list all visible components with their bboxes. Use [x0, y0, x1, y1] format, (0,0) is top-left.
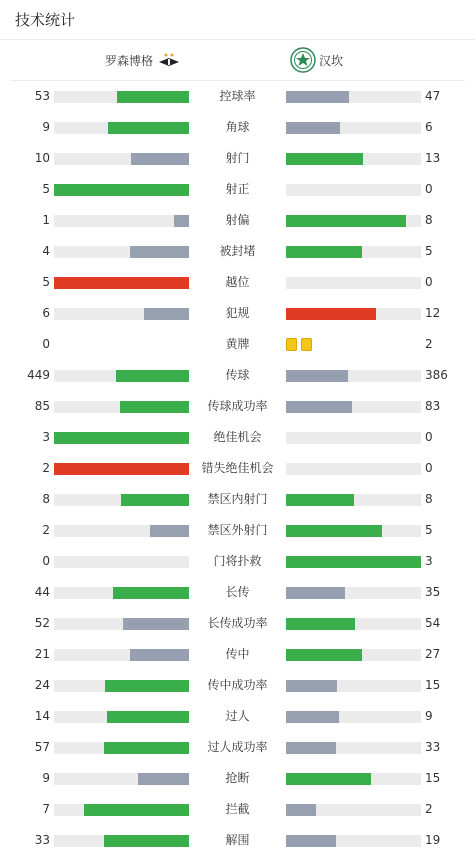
- stat-row: [0, 143, 475, 174]
- away-stat-value: 0: [425, 430, 433, 444]
- home-stat-bar-track: [54, 308, 189, 320]
- home-stat-bar-track: [54, 742, 189, 754]
- away-stat-value: 8: [425, 492, 433, 506]
- stat-row: [0, 329, 475, 360]
- away-stat-bar-track: [286, 153, 421, 165]
- away-stat-bar: [286, 494, 354, 506]
- stat-label: 传球: [225, 368, 250, 382]
- home-stat-value: 9: [42, 120, 50, 134]
- home-stat-bar-track: [54, 463, 189, 475]
- away-yellow-cards: [286, 338, 312, 351]
- stat-row: [0, 825, 475, 856]
- away-stat-bar: [286, 370, 348, 382]
- home-stat-bar-track: [54, 401, 189, 413]
- home-stat-bar: [144, 308, 189, 320]
- home-stat-bar: [54, 463, 189, 475]
- home-stat-bar-track: [54, 804, 189, 816]
- away-stat-value: 13: [425, 151, 441, 165]
- away-stat-bar: [286, 122, 340, 134]
- home-stat-value: 33: [34, 833, 50, 847]
- away-stat-bar-track: [286, 277, 421, 289]
- away-stat-bar-track: [286, 742, 421, 754]
- away-stat-bar-track: [286, 835, 421, 847]
- home-stat-bar: [131, 153, 189, 165]
- away-team[interactable]: [290, 40, 343, 80]
- away-stat-bar: [286, 91, 349, 103]
- home-stat-value: 5: [42, 275, 50, 289]
- away-stat-value: 386: [425, 368, 448, 382]
- home-stat-bar: [117, 91, 189, 103]
- home-stat-value: 10: [34, 151, 50, 165]
- home-stat-bar-track: [54, 556, 189, 568]
- stat-row: [0, 267, 475, 298]
- away-stat-bar-track: [286, 556, 421, 568]
- stat-row: [0, 484, 475, 515]
- away-stat-bar-track: [286, 680, 421, 692]
- stat-row: [0, 360, 475, 391]
- home-stat-bar: [121, 494, 189, 506]
- stats-list: [0, 81, 475, 856]
- away-stat-bar: [286, 835, 336, 847]
- away-stat-bar-track: [286, 618, 421, 630]
- away-stat-value: 35: [425, 585, 441, 599]
- away-stat-bar-track: [286, 711, 421, 723]
- stat-label: 禁区内射门: [207, 492, 268, 506]
- away-stat-bar-track: [286, 432, 421, 444]
- stat-row: [0, 670, 475, 701]
- home-stat-bar: [107, 711, 189, 723]
- stat-row: [0, 577, 475, 608]
- stat-row: [0, 453, 475, 484]
- away-stat-bar: [286, 246, 362, 258]
- stat-label: 过人成功率: [207, 740, 268, 754]
- stat-row: [0, 515, 475, 546]
- stat-row: [0, 236, 475, 267]
- stat-row: [0, 81, 475, 112]
- home-stat-value: 85: [34, 399, 50, 413]
- stat-label: 拦截: [225, 802, 250, 816]
- stat-label: 角球: [225, 120, 250, 134]
- home-stat-bar-track: [54, 246, 189, 258]
- away-stat-value: 54: [425, 616, 441, 630]
- away-stat-bar: [286, 711, 339, 723]
- home-stat-bar: [104, 835, 189, 847]
- stat-label: 过人: [225, 709, 250, 723]
- stat-label: 控球率: [219, 89, 256, 103]
- away-team-logo-icon: [290, 47, 316, 73]
- away-stat-bar: [286, 804, 316, 816]
- section-title: 技术统计: [0, 0, 475, 40]
- away-stat-value: 15: [425, 678, 441, 692]
- away-stat-bar-track: [286, 91, 421, 103]
- home-stat-bar: [123, 618, 189, 630]
- home-team-name: 罗森博格: [104, 53, 153, 68]
- away-stat-bar: [286, 401, 352, 413]
- stat-label: 长传成功率: [207, 616, 268, 630]
- home-stat-value: 21: [34, 647, 50, 661]
- home-stat-value: 1: [42, 213, 50, 227]
- home-stat-bar: [108, 122, 189, 134]
- home-stat-value: 24: [34, 678, 50, 692]
- away-stat-value: 9: [425, 709, 433, 723]
- yellow-card-icon: [301, 338, 312, 351]
- away-stat-bar-track: [286, 215, 421, 227]
- stat-row: [0, 608, 475, 639]
- away-stat-bar-track: [286, 587, 421, 599]
- stat-row: [0, 794, 475, 825]
- away-stat-bar-track: [286, 494, 421, 506]
- home-team[interactable]: [105, 40, 181, 80]
- away-stat-bar-track: [286, 370, 421, 382]
- home-stat-bar: [150, 525, 189, 537]
- away-stat-bar: [286, 308, 376, 320]
- stat-label: 射正: [225, 182, 250, 196]
- stat-row: [0, 391, 475, 422]
- home-stat-bar-track: [54, 711, 189, 723]
- away-stat-value: 8: [425, 213, 433, 227]
- away-stat-bar-track: [286, 804, 421, 816]
- home-team-logo-icon: [157, 52, 181, 68]
- away-stat-bar-track: [286, 246, 421, 258]
- home-stat-bar-track: [54, 494, 189, 506]
- home-stat-value: 449: [27, 368, 50, 382]
- home-stat-bar-track: [54, 215, 189, 227]
- home-stat-bar: [54, 184, 189, 196]
- stat-row: [0, 422, 475, 453]
- home-stat-bar: [174, 215, 189, 227]
- stat-label: 越位: [225, 275, 250, 289]
- home-stat-bar-track: [54, 649, 189, 661]
- away-stat-bar-track: [286, 308, 421, 320]
- away-stat-bar-track: [286, 401, 421, 413]
- home-stat-value: 5: [42, 182, 50, 196]
- home-stat-bar: [138, 773, 189, 785]
- stat-row: [0, 763, 475, 794]
- stat-row: [0, 732, 475, 763]
- stat-label: 犯规: [225, 306, 250, 320]
- stat-label: 射偏: [225, 213, 250, 227]
- home-stat-value: 0: [42, 554, 50, 568]
- stat-label: 错失绝佳机会: [201, 461, 274, 475]
- away-stat-value: 2: [425, 337, 433, 351]
- away-stat-value: 0: [425, 275, 433, 289]
- stat-row: [0, 298, 475, 329]
- stat-label: 禁区外射门: [207, 523, 268, 537]
- away-stat-bar: [286, 649, 362, 661]
- home-stat-bar-track: [54, 370, 189, 382]
- home-stat-value: 53: [34, 89, 50, 103]
- stat-row: [0, 112, 475, 143]
- home-stat-bar-track: [54, 432, 189, 444]
- home-stat-value: 7: [42, 802, 50, 816]
- home-stat-bar-track: [54, 835, 189, 847]
- away-stat-bar-track: [286, 773, 421, 785]
- stat-label: 绝佳机会: [213, 430, 262, 444]
- teams-header: [10, 40, 465, 81]
- away-stat-value: 15: [425, 771, 441, 785]
- away-stat-value: 6: [425, 120, 433, 134]
- stat-label: 传球成功率: [207, 399, 268, 413]
- home-stat-bar: [130, 246, 189, 258]
- home-stat-bar-track: [54, 184, 189, 196]
- home-stat-bar: [105, 680, 189, 692]
- away-stat-bar: [286, 587, 345, 599]
- home-stat-bar: [84, 804, 189, 816]
- home-stat-bar-track: [54, 525, 189, 537]
- home-stat-bar-track: [54, 587, 189, 599]
- stat-label: 抢断: [225, 771, 250, 785]
- away-stat-bar: [286, 618, 355, 630]
- stat-label: 射门: [225, 151, 250, 165]
- home-stat-value: 8: [42, 492, 50, 506]
- home-stat-value: 4: [42, 244, 50, 258]
- home-stat-value: 2: [42, 523, 50, 537]
- away-stat-value: 27: [425, 647, 441, 661]
- away-stat-value: 47: [425, 89, 441, 103]
- away-stat-bar: [286, 525, 382, 537]
- stat-label: 被封堵: [219, 244, 256, 258]
- home-stat-bar: [116, 370, 189, 382]
- away-stat-bar: [286, 680, 337, 692]
- away-stat-value: 0: [425, 182, 433, 196]
- away-stat-value: 19: [425, 833, 441, 847]
- away-stat-bar: [286, 742, 336, 754]
- home-stat-value: 44: [34, 585, 50, 599]
- away-stat-bar-track: [286, 525, 421, 537]
- away-stat-value: 3: [425, 554, 433, 568]
- away-stat-value: 33: [425, 740, 441, 754]
- away-stat-bar: [286, 556, 421, 568]
- home-stat-bar: [120, 401, 189, 413]
- stat-label: 黄牌: [225, 337, 250, 351]
- home-stat-bar-track: [54, 773, 189, 785]
- home-stat-bar: [54, 432, 189, 444]
- home-stat-bar-track: [54, 680, 189, 692]
- home-stat-value: 14: [34, 709, 50, 723]
- stat-row: [0, 205, 475, 236]
- away-stat-bar: [286, 773, 371, 785]
- home-stat-value: 6: [42, 306, 50, 320]
- away-stat-value: 2: [425, 802, 433, 816]
- stat-label: 解围: [225, 833, 250, 847]
- away-stat-bar-track: [286, 184, 421, 196]
- away-stat-bar: [286, 215, 406, 227]
- home-stat-bar: [54, 277, 189, 289]
- home-stat-bar-track: [54, 91, 189, 103]
- away-stat-value: 12: [425, 306, 441, 320]
- home-stat-bar: [130, 649, 189, 661]
- home-stat-value: 57: [34, 740, 50, 754]
- home-stat-bar-track: [54, 618, 189, 630]
- stat-label: 门将扑救: [213, 554, 262, 568]
- home-stat-value: 52: [34, 616, 50, 630]
- home-stat-value: 3: [42, 430, 50, 444]
- away-team-name: 汉坎: [319, 53, 344, 68]
- away-stat-value: 0: [425, 461, 433, 475]
- home-stat-value: 2: [42, 461, 50, 475]
- stat-row: [0, 701, 475, 732]
- away-stat-value: 5: [425, 244, 433, 258]
- away-stat-value: 5: [425, 523, 433, 537]
- stat-label: 传中: [225, 647, 250, 661]
- home-stat-bar-track: [54, 122, 189, 134]
- away-stat-bar: [286, 153, 363, 165]
- stat-label: 长传: [225, 585, 250, 599]
- home-stat-value: 9: [42, 771, 50, 785]
- stat-row: [0, 639, 475, 670]
- stat-row: [0, 546, 475, 577]
- home-stat-bar: [113, 587, 189, 599]
- stat-label: 传中成功率: [207, 678, 268, 692]
- away-stat-bar-track: [286, 649, 421, 661]
- away-stat-bar-track: [286, 463, 421, 475]
- away-stat-bar-track: [286, 122, 421, 134]
- home-stat-bar-track: [54, 153, 189, 165]
- home-stat-bar-track: [54, 277, 189, 289]
- home-stat-value: 0: [42, 337, 50, 351]
- home-stat-bar: [104, 742, 189, 754]
- away-stat-value: 83: [425, 399, 441, 413]
- yellow-card-icon: [286, 338, 297, 351]
- stat-row: [0, 174, 475, 205]
